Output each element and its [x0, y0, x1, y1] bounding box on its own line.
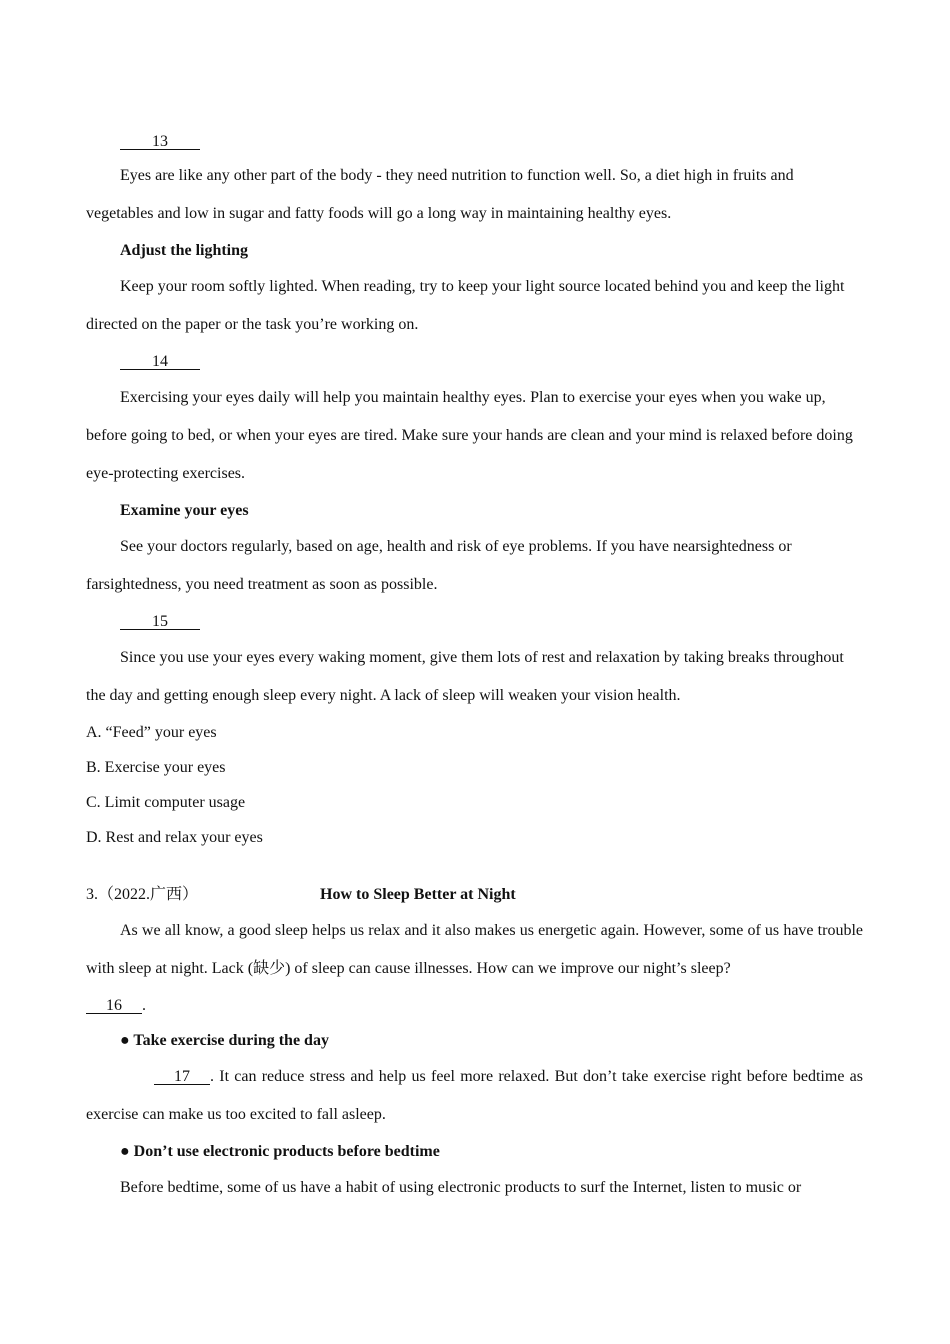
paragraph-intro-text: As we all know, a good sleep helps us relax and it also makes us energetic again. However, some of us have trouble with sleep at night. Lack (缺少) of sleep can cause illnesses. How can we improve our night’s sleep? [86, 922, 863, 977]
paragraph-lighting: Keep your room softly lighted. When reading, try to keep your light source located behind you and keep the light directed on the paper or the task you’re working on. [86, 278, 845, 333]
paragraph-17-text: . It can reduce stress and help us feel more relaxed. But don’t take exercise right before bedtime as exercise can make us too excited to fall asleep. [86, 1068, 863, 1123]
section-gap [86, 855, 863, 877]
blank-14-line [86, 344, 863, 379]
paragraph-17 [86, 1058, 863, 1134]
paragraph-intro [86, 912, 863, 988]
blank-16[interactable]: 16 [86, 997, 142, 1014]
blank-15[interactable]: 15 [120, 613, 200, 630]
option-d: D. Rest and relax your eyes [86, 829, 263, 846]
paragraph-14: Exercising your eyes daily will help you maintain healthy eyes. Plan to exercise your eyes when you wake up, before going to bed, or when your eyes are tired. Make sure your hands are clean and your mind is relaxed before doing eye-protecting exercises. [86, 389, 853, 482]
heading-adjust-lighting: Adjust the lighting [120, 242, 249, 259]
heading-examine-eyes: Examine your eyes [120, 502, 249, 519]
blank-16-line [86, 988, 863, 1023]
blank-13[interactable]: 13 [120, 133, 200, 150]
option-c: C. Limit computer usage [86, 794, 246, 811]
paragraph-electronic: Before bedtime, some of us have a habit of using electronic products to surf the Internet, listen to music or [120, 1179, 802, 1196]
blank-17[interactable]: 17 [154, 1068, 210, 1085]
paragraph-13: Eyes are like any other part of the body - they need nutrition to function well. So, a diet high in fruits and vegetables and low in sugar and fatty foods will go a long way in maintaining healthy eyes. [86, 167, 794, 222]
heading-electronic-products: ● Don’t use electronic products before bedtime [120, 1143, 440, 1160]
blank-16-period: . [142, 997, 146, 1014]
paragraph-examine: See your doctors regularly, based on age, health and risk of eye problems. If you have nearsightedness or farsightedness, you need treatment as soon as possible. [86, 538, 792, 593]
paragraph-15: Since you use your eyes every waking moment, give them lots of rest and relaxation by taking breaks throughout the day and getting enough sleep every night. A lack of sleep will weaken your vision health. [86, 649, 844, 704]
blank-13-line [86, 124, 863, 159]
heading-take-exercise: ● Take exercise during the day [120, 1032, 329, 1049]
option-a: A. “Feed” your eyes [86, 724, 217, 741]
blank-15-line [86, 604, 863, 639]
blank-14[interactable]: 14 [120, 353, 200, 370]
question-number: 3.（2022.广西） [86, 886, 199, 903]
passage-title: How to Sleep Better at Night [320, 886, 516, 903]
option-b: B. Exercise your eyes [86, 759, 226, 776]
question-3-header [86, 877, 863, 912]
document-page [86, 124, 863, 1207]
